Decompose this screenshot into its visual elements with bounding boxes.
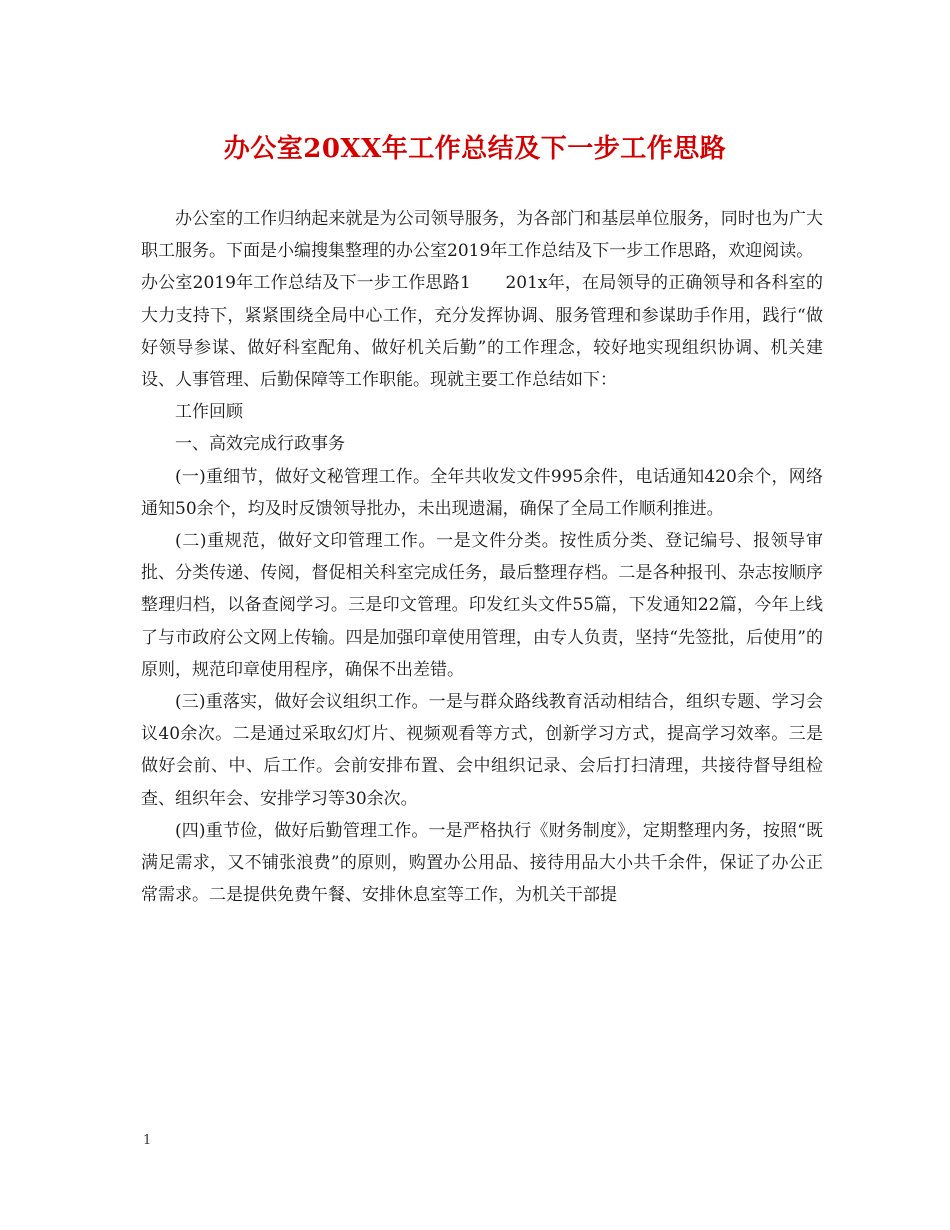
list-item-paragraph: (三)重落实，做好会议组织工作。一是与群众路线教育活动相结合，组织专题、学习会议40余次。二是通过采取幻灯片、视频观看等方式，创新学习方式，提高学习效率。三是做好会前、中、后工作。会前安排布置、会中组织记录、会后打扫清理，共接待督导组检查、组织年会、安排学习等30余次。 (141, 692, 823, 809)
document-body (141, 203, 823, 911)
summary-paragraph: 办公室2019年工作总结及下一步工作思路1 201x年，在局领导的正确领导和各科室的大力支持下，紧紧围绕全局中心工作，充分发挥协调、服务管理和参谋助手作用，践行“做好领导参谋、做好科室配角、做好机关后勤”的工作理念，较好地实现组织协调、机关建设、人事管理、后勤保障等工作职能。现就主要工作总结如下： (141, 273, 823, 391)
document-title: 办公室20XX年工作总结及下一步工作思路 (223, 134, 727, 164)
page-number: 1 (143, 1133, 152, 1148)
subsection-heading: 一、高效完成行政事务 (175, 434, 345, 455)
section-heading: 工作回顾 (175, 402, 243, 423)
list-item-paragraph: (四)重节俭，做好后勤管理工作。一是严格执行《财务制度》，定期整理内务，按照“既满足需求，又不铺张浪费”的原则，购置办公用品、接待用品大小共千余件，保证了办公正常需求。二是提供免费午餐、安排休息室等工作，为机关干部提 (141, 820, 823, 906)
list-item-paragraph: (一)重细节，做好文秘管理工作。全年共收发文件995余件，电话通知420余个，网络通知50余个，均及时反馈领导批办，未出现遗漏，确保了全局工作顺利推进。 (141, 466, 823, 519)
intro-paragraph: 办公室的工作归纳起来就是为公司领导服务，为各部门和基层单位服务，同时也为广大职工服务。下面是小编搜集整理的办公室2019年工作总结及下一步工作思路，欢迎阅读。 (141, 209, 823, 262)
list-item-paragraph: (二)重规范，做好文印管理工作。一是文件分类。按性质分类、登记编号、报领导审批、分类传递、传阅，督促相关科室完成任务，最后整理存档。二是各种报刊、杂志按顺序整理归档，以备查阅学习。三是印文管理。印发红头文件55篇，下发通知22篇，今年上线了与市政府公文网上传输。四是加强印章使用管理，由专人负责，坚持“先签批，后使用”的原则，规范印章使用程序，确保不出差错。 (141, 531, 823, 680)
